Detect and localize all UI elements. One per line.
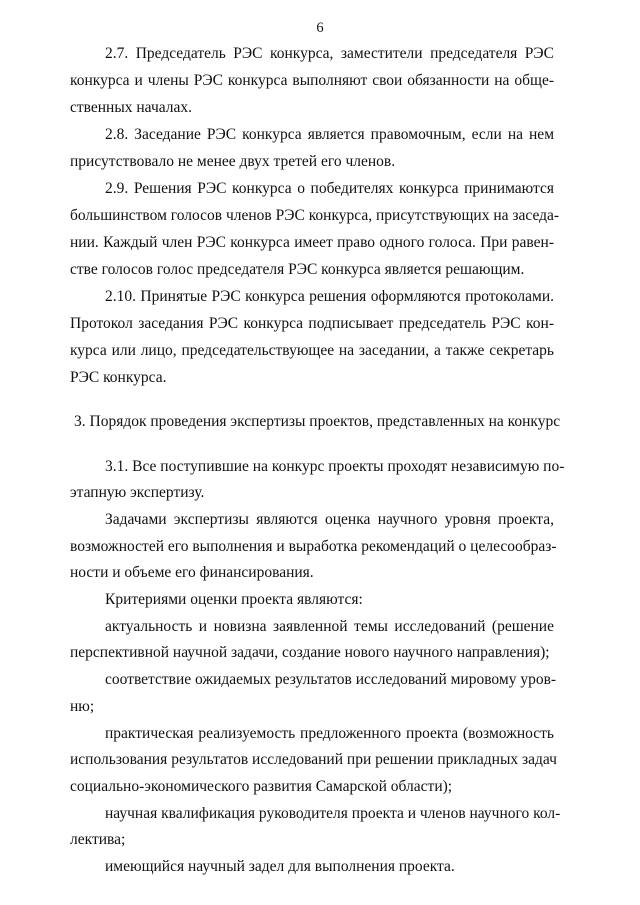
section-3-heading: 3. Порядок проведения экспертизы проектов, представленных на конкурс: [74, 413, 561, 430]
paragraph-2-9-line-1: 2.9. Решения РЭС конкурса о победителях конкурса принимаются: [105, 180, 554, 197]
paragraph-2-10-line-2: Протокол заседания РЭС конкурса подписывает председатель РЭС кон-: [70, 315, 554, 332]
paragraph-2-8-line-1: 2.8. Заседание РЭС конкурса является правомочным, если на нем: [105, 126, 554, 143]
tasks-paragraph-line-1: Задачами экспертизы являются оценка научного уровня проекта,: [105, 511, 554, 528]
paragraph-2-9-line-2: большинством голосов членов РЭС конкурса, присутствующих на заседа-: [70, 207, 560, 224]
paragraph-2-10-line-3: курса или лицо, председательствующее на заседании, а также секретарь: [70, 342, 554, 359]
criterion-1-line-1: актуальность и новизна заявленной темы исследований (решение: [105, 618, 554, 635]
paragraph-3-1-line-1: 3.1. Все поступившие на конкурс проекты проходят независимую по-: [105, 458, 565, 475]
tasks-paragraph-line-3: ности и объеме его финансирования.: [70, 564, 314, 581]
paragraph-3-1-line-2: этапную экспертизу.: [70, 484, 205, 501]
criterion-5: имеющийся научный задел для выполнения проекта.: [105, 858, 455, 875]
criterion-1-line-2: перспективной научной задачи, создание нового научного направления);: [70, 644, 550, 661]
paragraph-2-9-line-3: нии. Каждый член РЭС конкурса имеет право одного голоса. При равен-: [70, 234, 554, 251]
paragraph-2-7-line-2: конкурса и члены РЭС конкурса выполняют свои обязанности на обще-: [70, 72, 554, 89]
criterion-2-line-2: ню;: [70, 698, 95, 715]
criterion-4-line-1: научная квалификация руководителя проекта и членов научного кол-: [105, 805, 561, 822]
criterion-3-line-2: использования результатов исследований при решении прикладных задач: [70, 751, 557, 768]
page-number: 6: [316, 20, 324, 36]
criterion-4-line-2: лектива;: [70, 831, 126, 848]
paragraph-2-8-line-2: присутствовало не менее двух третей его членов.: [70, 153, 396, 170]
paragraph-2-10-line-1: 2.10. Принятые РЭС конкурса решения оформляются протоколами.: [105, 288, 554, 305]
paragraph-2-7-line-1: 2.7. Председатель РЭС конкурса, заместители председателя РЭС: [105, 45, 554, 62]
tasks-paragraph-line-2: возможностей его выполнения и выработка рекомендаций о целесообраз-: [70, 538, 557, 555]
criterion-2-line-1: соответствие ожидаемых результатов исследований мировому уров-: [105, 671, 557, 688]
paragraph-2-9-line-4: стве голосов голос председателя РЭС конкурса является решающим.: [70, 261, 525, 278]
criteria-intro: Критериями оценки проекта являются:: [105, 591, 363, 608]
criterion-3-line-1: практическая реализуемость предложенного проекта (возможность: [105, 725, 554, 742]
criterion-3-line-3: социально-экономического развития Самарской области);: [70, 778, 453, 795]
paragraph-2-7-line-3: ственных началах.: [70, 99, 192, 116]
paragraph-2-10-line-4: РЭС конкурса.: [70, 369, 167, 386]
